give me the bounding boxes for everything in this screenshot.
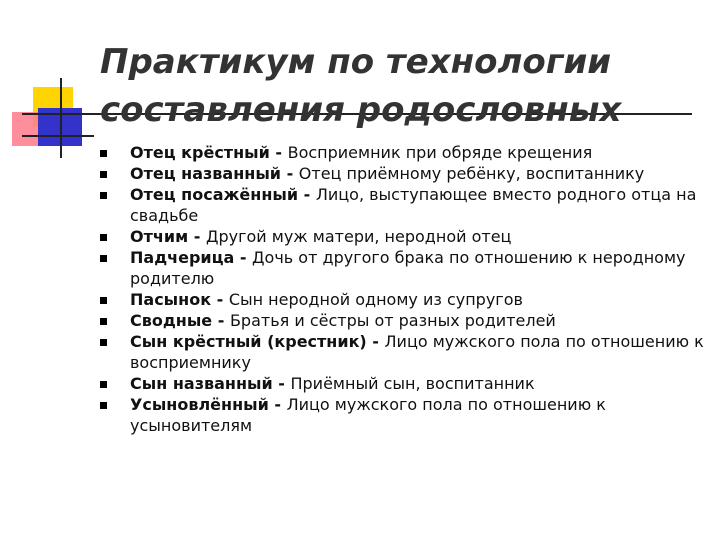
item-definition: Лицо, выступающее вместо родного отца на свадьбе: [130, 185, 697, 225]
square-bullet-icon: [100, 339, 107, 346]
decorative-vertical-line: [60, 78, 62, 158]
decorative-short-line: [22, 135, 94, 137]
square-bullet-icon: [100, 171, 107, 178]
item-term: Сын названный -: [130, 374, 291, 393]
square-bullet-icon: [100, 150, 107, 157]
item-definition: Дочь от другого брака по отношению к неродному родителю: [130, 248, 686, 288]
item-definition: Лицо мужского пола по отношению к усыновителям: [130, 395, 606, 435]
item-term: Сводные -: [130, 311, 230, 330]
square-bullet-icon: [100, 297, 107, 304]
list-item: [100, 373, 710, 394]
item-definition: Сын неродной одному из супругов: [228, 290, 523, 309]
list-item: [100, 331, 710, 373]
square-bullet-icon: [100, 192, 107, 199]
slide-title-line-2: составления родословных: [100, 90, 622, 130]
list-item: [100, 226, 710, 247]
item-definition: Восприемник при обряде крещения: [287, 143, 593, 162]
item-definition: Приёмный сын, воспитанник: [290, 374, 535, 393]
item-term: Усыновлённый -: [130, 395, 287, 414]
square-bullet-icon: [100, 318, 107, 325]
square-bullet-icon: [100, 381, 107, 388]
item-term: Падчерица -: [130, 248, 253, 267]
list-item: [100, 289, 710, 310]
square-bullet-icon: [100, 255, 107, 262]
item-term: Отец названный -: [130, 164, 299, 183]
list-item: [100, 163, 710, 184]
list-item: [100, 310, 710, 331]
square-bullet-icon: [100, 402, 107, 409]
item-definition: Другой муж матери, неродной отец: [205, 227, 512, 246]
list-item: [100, 184, 710, 226]
slide-title-line-1: Практикум по технологии: [100, 42, 612, 82]
list-item: [100, 247, 710, 289]
item-term: Пасынок -: [130, 290, 229, 309]
item-definition: Отец приёмному ребёнку, воспитаннику: [298, 164, 645, 183]
definitions-list: [100, 142, 710, 436]
item-term: Сын крёстный (крестник) -: [130, 332, 385, 351]
square-bullet-icon: [100, 234, 107, 241]
list-item: [100, 394, 710, 436]
item-definition: Братья и сёстры от разных родителей: [229, 311, 556, 330]
list-item: [100, 142, 710, 163]
item-term: Отчим -: [130, 227, 206, 246]
slide-title: [100, 38, 710, 134]
item-term: Отец крёстный -: [130, 143, 288, 162]
item-definition: Лицо мужского пола по отношению к восприемнику: [130, 332, 704, 372]
item-term: Отец посажённый -: [130, 185, 316, 204]
